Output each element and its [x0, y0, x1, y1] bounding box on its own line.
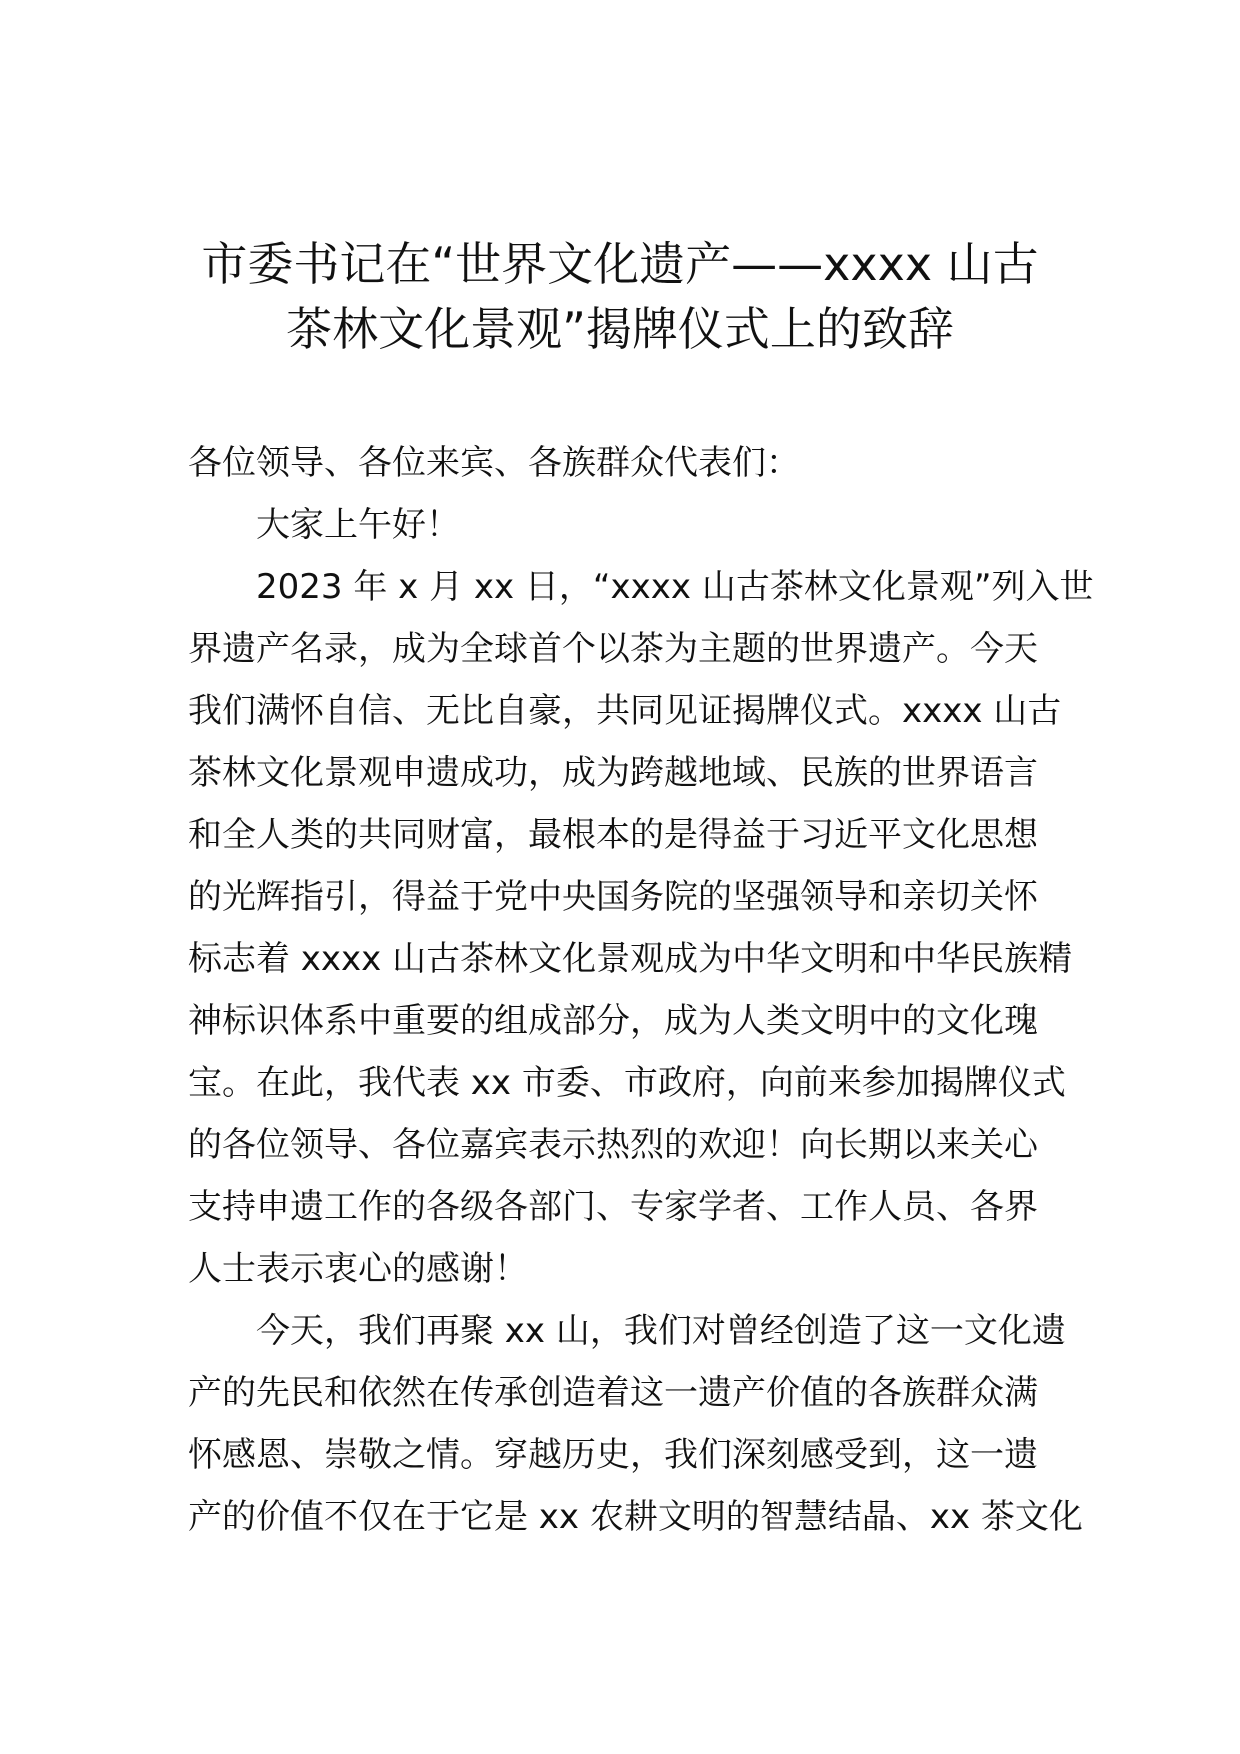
text-line: 我们满怀自信、无比自豪，共同见证揭牌仪式。xxxx 山古	[188, 691, 1062, 731]
text-line: 界遗产名录，成为全球首个以茶为主题的世界遗产。今天	[188, 629, 1038, 669]
text-line: 标志着 xxxx 山古茶林文化景观成为中华文明和中华民族精	[188, 939, 1073, 979]
salutation: 各位领导、各位来宾、各族群众代表们：	[188, 443, 800, 483]
paragraph-heritage-announcement	[188, 556, 1094, 1300]
text-line: 今天，我们再聚 xx 山，我们对曾经创造了这一文化遗	[256, 1311, 1066, 1351]
text-line: 2023 年 x 月 xx 日，“xxxx 山古茶林文化景观”列入世	[256, 567, 1094, 607]
paragraph-greeting	[188, 494, 1058, 556]
text-line: 人士表示衷心的感谢！	[188, 1249, 528, 1289]
text-line: 产的价值不仅在于它是 xx 农耕文明的智慧结晶、xx 茶文化	[188, 1497, 1083, 1537]
text-line: 神标识体系中重要的组成部分，成为人类文明中的文化瑰	[188, 1001, 1038, 1041]
text-line: 支持申遗工作的各级各部门、专家学者、工作人员、各界	[188, 1187, 1038, 1227]
text-line: 产的先民和依然在传承创造着这一遗产价值的各族群众满	[188, 1373, 1038, 1413]
document-body	[188, 432, 1094, 1548]
document-title	[150, 232, 1090, 362]
text-line: 茶林文化景观申遗成功，成为跨越地域、民族的世界语言	[188, 753, 1038, 793]
text-line: 的光辉指引，得益于党中央国务院的坚强领导和亲切关怀	[188, 877, 1038, 917]
title-line-2: 茶林文化景观”揭牌仪式上的致辞	[286, 302, 954, 356]
text-line: 怀感恩、崇敬之情。穿越历史，我们深刻感受到，这一遗	[188, 1435, 1038, 1475]
text-line: 和全人类的共同财富，最根本的是得益于习近平文化思想	[188, 815, 1038, 855]
title-line-1: 市委书记在“世界文化遗产——xxxx 山古	[201, 237, 1039, 291]
text-line: 大家上午好！	[256, 505, 460, 545]
paragraph-gratitude	[188, 1300, 1083, 1548]
text-line: 宝。在此，我代表 xx 市委、市政府，向前来参加揭牌仪式	[188, 1063, 1066, 1103]
text-line: 的各位领导、各位嘉宾表示热烈的欢迎！向长期以来关心	[188, 1125, 1038, 1165]
